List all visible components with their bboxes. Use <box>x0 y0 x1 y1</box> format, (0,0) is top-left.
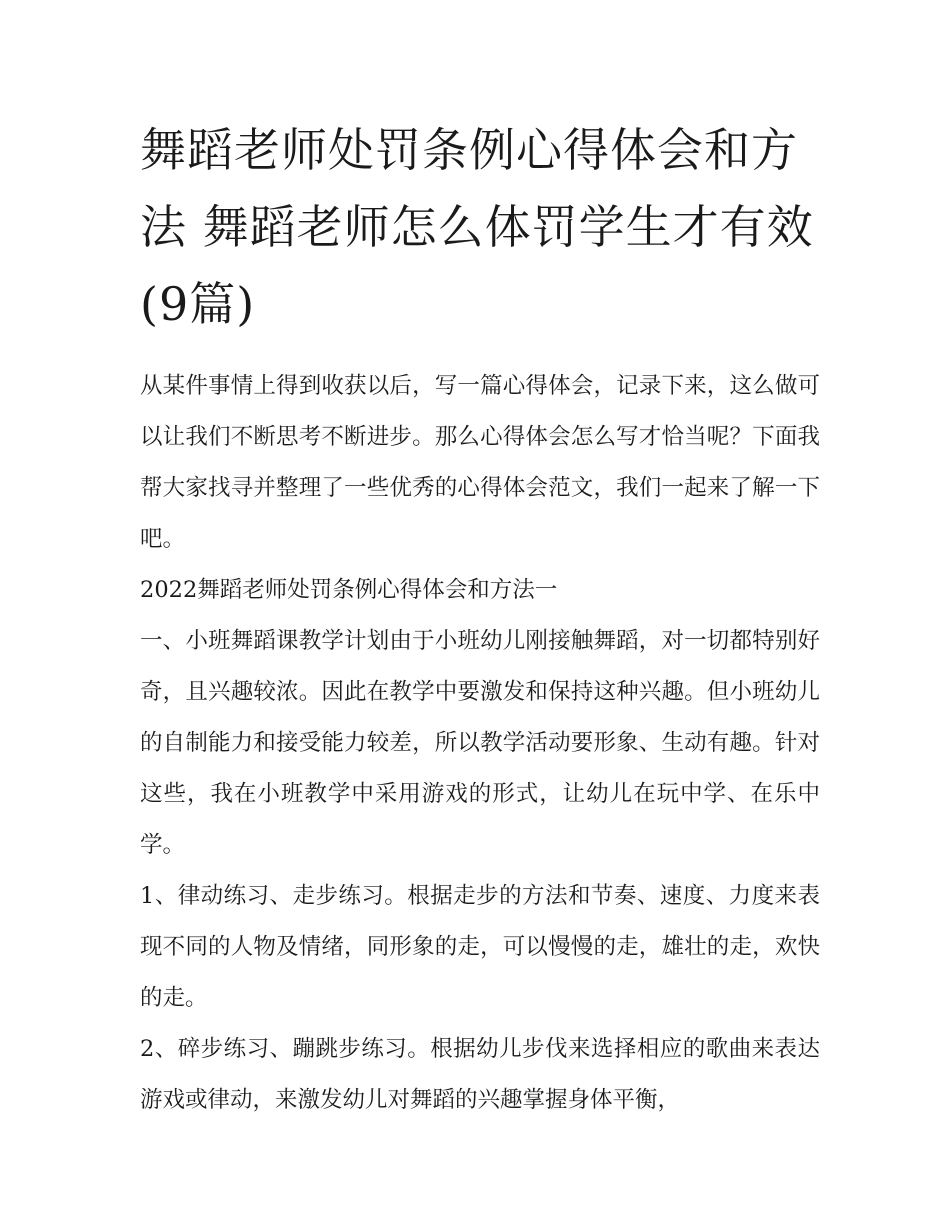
section-heading: 2022舞蹈老师处罚条例心得体会和方法一 <box>140 577 558 603</box>
document-title: 舞蹈老师处罚条例心得体会和方法 舞蹈老师怎么体罚学生才有效(9篇) <box>140 123 814 331</box>
body-paragraph: 一、小班舞蹈课教学计划由于小班幼儿刚接触舞蹈，对一切都特别好奇，且兴趣较浓。因此在教学中要激发和保持这种兴趣。但小班幼儿的自制能力和接受能力较差，所以教学活动要形象、生动有趣。针对这些，我在小班教学中采用游戏的形式，让幼儿在玩中学、在乐中学。 <box>140 628 820 858</box>
intro-paragraph: 从某件事情上得到收获以后，写一篇心得体会，记录下来，这么做可以让我们不断思考不断进步。那么心得体会怎么写才恰当呢？下面我帮大家找寻并整理了一些优秀的心得体会范文，我们一起来了解一下吧。 <box>140 373 820 552</box>
body-paragraph: 1、律动练习、走步练习。根据走步的方法和节奏、速度、力度来表现不同的人物及情绪，同形象的走，可以慢慢的走，雄壮的走，欢快的走。 <box>140 883 820 1011</box>
body-paragraph: 2、碎步练习、蹦跳步练习。根据幼儿步伐来选择相应的歌曲来表达游戏或律动，来激发幼儿对舞蹈的兴趣掌握身体平衡， <box>140 1036 820 1113</box>
document-body <box>140 112 820 1126</box>
